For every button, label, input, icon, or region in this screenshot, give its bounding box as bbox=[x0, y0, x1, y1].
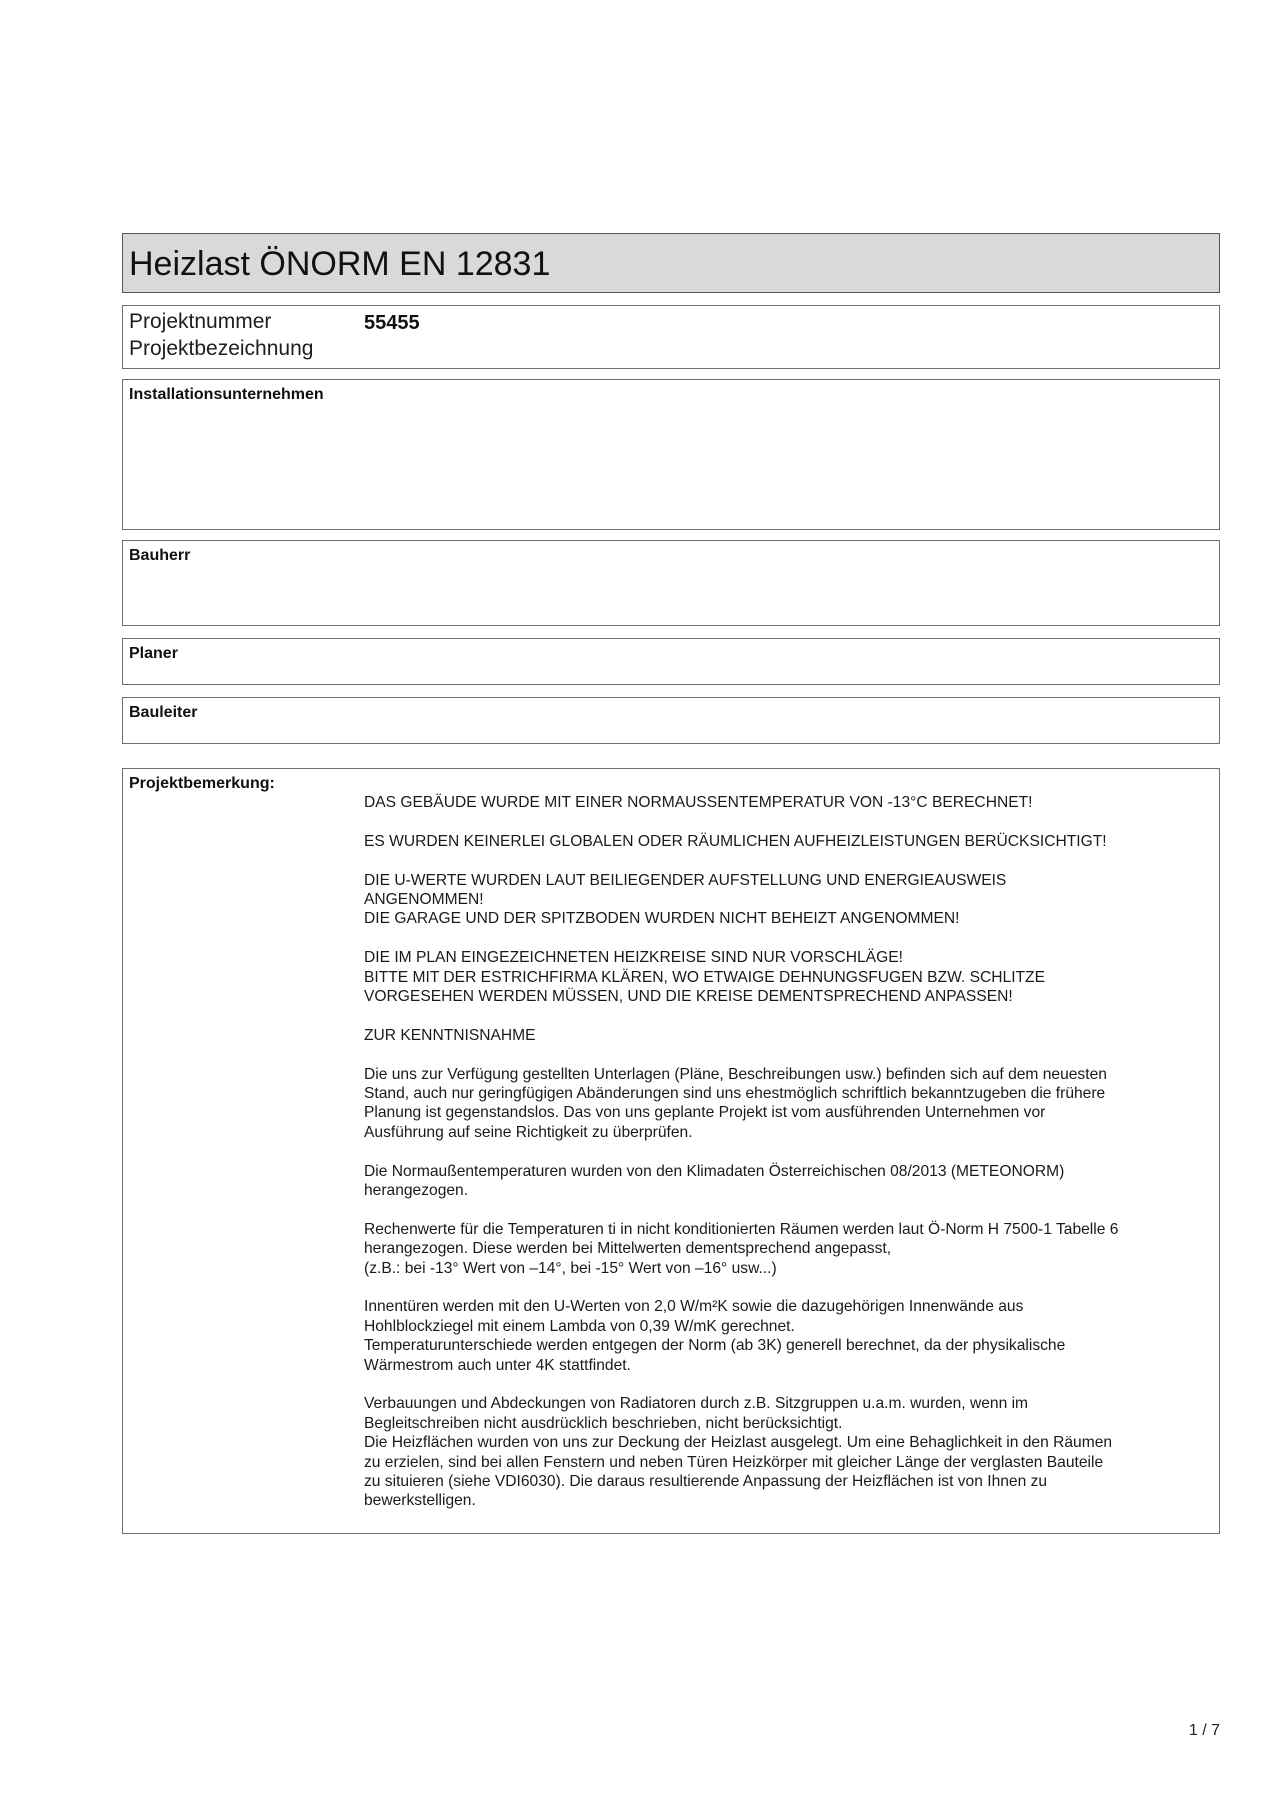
remark-paragraph: DIE IM PLAN EINGEZEICHNETEN HEIZKREISE SIND NUR VORSCHLÄGE! BITTE MIT DER ESTRICHFIRMA KLÄREN, WO ETWAIGE DEHNUNGSFUGEN BZW. SCHLITZE VORGESEHEN WERDEN MÜSSEN, UND DIE KREISE DEMENTSPRECHEND ANPASSEN! bbox=[364, 949, 1045, 1006]
remark-paragraph: Verbauungen und Abdeckungen von Radiatoren durch z.B. Sitzgruppen u.a.m. wurden, wenn im Begleitschreiben nicht ausdrücklich beschrieben, nicht berücksichtigt. Die Heizflächen wurden von uns zur Deckung der Heizlast ausgelegt. Um eine Behaglichkeit in den Räumen zu erzielen, sind bei allen Fenstern und neben Türen Heizkörper mit gleicher Länge der verglasten Bauteile zu situieren (siehe VDI6030). Die daraus resultierende Anpassung der Heizflächen ist von Ihnen zu bewerkstelligen. bbox=[364, 1395, 1113, 1510]
remark-paragraph: ES WURDEN KEINERLEI GLOBALEN ODER RÄUMLICHEN AUFHEIZLEISTUNGEN BERÜCKSICHTIGT! bbox=[364, 832, 1107, 850]
project-remarks-label: Projektbemerkung: bbox=[129, 775, 275, 792]
project-number-label: Projektnummer bbox=[129, 310, 272, 333]
project-name-label: Projektbezeichnung bbox=[129, 337, 314, 360]
site-manager-box bbox=[122, 697, 1220, 744]
installation-company-box bbox=[122, 379, 1220, 530]
document-title: Heizlast ÖNORM EN 12831 bbox=[129, 245, 551, 283]
remark-paragraph: ZUR KENNTNISNAHME bbox=[364, 1026, 536, 1044]
remark-paragraph: Die uns zur Verfügung gestellten Unterlagen (Pläne, Beschreibungen usw.) befinden sich auf dem neuesten Stand, auch nur geringfügigen Abänderungen sind uns ehestmöglich schriftlich bekanntzugeben die frühere Planung ist gegenstandslos. Das von uns geplante Projekt ist vom ausführenden Unternehmen vor Ausführung auf seine Richtigkeit zu überprüfen. bbox=[364, 1065, 1107, 1141]
project-box bbox=[122, 305, 1220, 369]
owner-label: Bauherr bbox=[129, 547, 191, 564]
remark-paragraph: DAS GEBÄUDE WURDE MIT EINER NORMAUSSENTEMPERATUR VON -13°C BERECHNET! bbox=[364, 794, 1033, 811]
project-remarks-text bbox=[364, 793, 1204, 1530]
owner-box bbox=[122, 540, 1220, 626]
planner-label: Planer bbox=[129, 645, 178, 662]
project-number-value: 55455 bbox=[364, 312, 420, 334]
site-manager-label: Bauleiter bbox=[129, 704, 198, 721]
remark-paragraph: DIE U-WERTE WURDEN LAUT BEILIEGENDER AUFSTELLUNG UND ENERGIEAUSWEIS ANGENOMMEN! DIE GARAGE UND DER SPITZBODEN WURDEN NICHT BEHEIZT ANGENOMMEN! bbox=[364, 871, 1007, 928]
remark-paragraph: Die Normaußentemperaturen wurden von den Klimadaten Österreichischen 08/2013 (METEONORM) herangezogen. bbox=[364, 1162, 1065, 1200]
installation-company-label: Installationsunternehmen bbox=[129, 386, 324, 403]
project-remarks-box bbox=[122, 768, 1220, 1534]
planner-box bbox=[122, 638, 1220, 685]
remark-paragraph: Innentüren werden mit den U-Werten von 2,0 W/m²K sowie die dazugehörigen Innenwände aus Hohlblockziegel mit einem Lambda von 0,39 W/mK gerechnet. Temperaturunterschiede werden entgegen der Norm (ab 3K) generell berechnet, da der physikalische Wärmestrom auch unter 4K stattfindet. bbox=[364, 1298, 1066, 1374]
page-number: 1 / 7 bbox=[1188, 1722, 1220, 1739]
remark-paragraph: Rechenwerte für die Temperaturen ti in nicht konditionierten Räumen werden laut Ö-Norm H 7500-1 Tabelle 6 herangezogen. Diese werden bei Mittelwerten dementsprechend angepasst, (z.B.: bei -13° Wert von –14°, bei -15° Wert von –16° usw...) bbox=[364, 1220, 1119, 1277]
title-box bbox=[122, 233, 1220, 293]
